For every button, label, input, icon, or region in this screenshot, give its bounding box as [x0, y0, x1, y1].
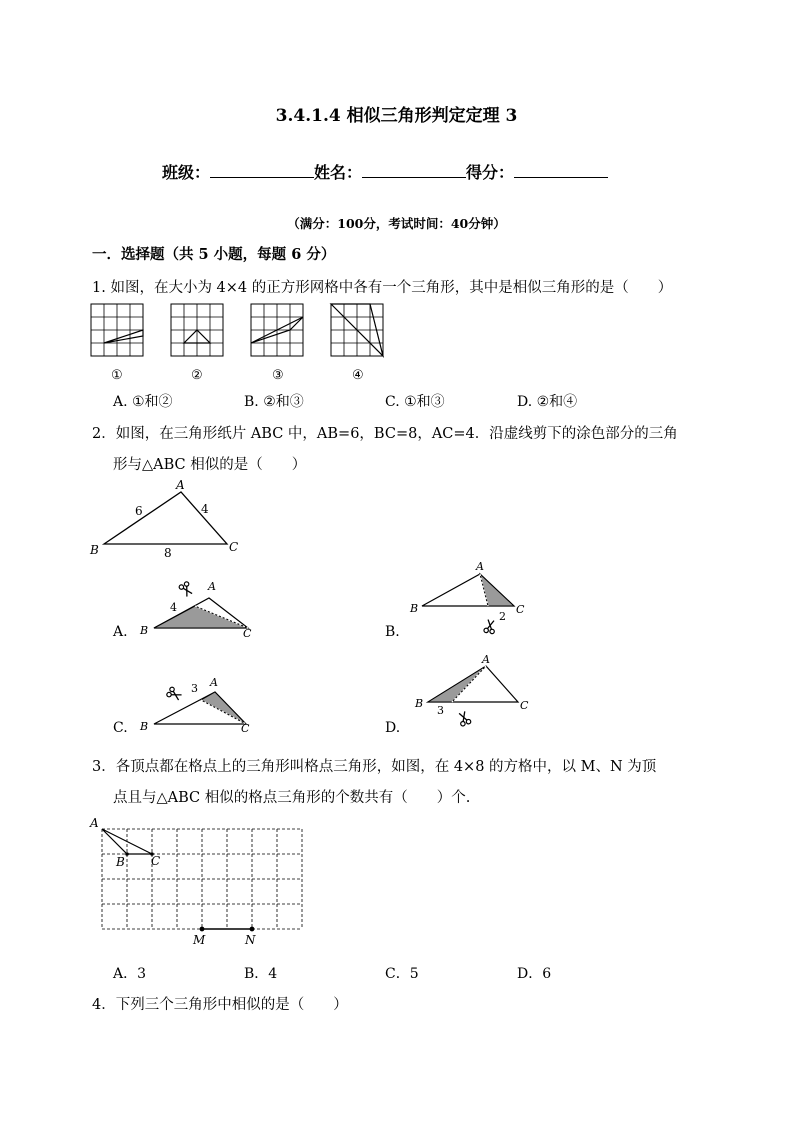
q1-grid-1: [90, 303, 146, 359]
scissors-icon: [457, 711, 471, 727]
svg-text:C: C: [243, 627, 252, 640]
q3-label-b: B: [116, 855, 125, 869]
q1-option-a[interactable]: A. ①和②: [113, 394, 173, 410]
q2-stem-line1: 2．如图，在三角形纸片 ABC 中，AB=6，BC=8，AC=4．沿虚线剪下的涂色部分的三角: [92, 426, 678, 442]
score-label: 得分：: [466, 163, 515, 182]
q2-main-triangle: [88, 478, 248, 560]
scissors-icon: [166, 686, 183, 702]
q2-main-label-c: C: [229, 540, 239, 554]
q3-option-c[interactable]: C．5: [385, 966, 419, 982]
q2-option-c-num: 3: [191, 682, 198, 695]
page-title: 3.4.1.4 相似三角形判定定理 3: [275, 106, 518, 126]
q2-main-side-ab: 6: [135, 504, 143, 518]
q2-option-b-figure: [408, 558, 534, 642]
svg-text:B: B: [410, 602, 419, 615]
svg-text:C: C: [520, 699, 529, 712]
q1-grid-3: [250, 303, 306, 359]
svg-text:C: C: [241, 722, 250, 735]
q1-grid-4: [330, 303, 386, 359]
q1-grid-2: [170, 303, 226, 359]
q3-label-c: C: [151, 854, 161, 868]
q4-stem: 4．下列三个三角形中相似的是（ ）: [92, 997, 348, 1013]
q3-label-n: N: [245, 933, 256, 947]
student-info-row: [162, 160, 608, 183]
q1-option-c[interactable]: C. ①和③: [385, 394, 445, 410]
q1-fig-label-1: ①: [111, 368, 123, 383]
q3-option-d[interactable]: D．6: [517, 966, 552, 982]
svg-text:A: A: [476, 560, 484, 573]
q2-stem-line2: 形与△ABC 相似的是（ ）: [113, 457, 307, 473]
q2-option-b[interactable]: B.: [385, 624, 400, 640]
class-blank[interactable]: [210, 163, 314, 178]
q2-option-a[interactable]: A.: [113, 624, 128, 640]
name-label: 姓名：: [314, 163, 363, 182]
q2-option-d-figure: [412, 652, 542, 734]
name-blank[interactable]: [362, 163, 466, 178]
class-label: 班级：: [162, 163, 211, 182]
q2-option-a-num: 4: [170, 601, 177, 614]
svg-text:C: C: [516, 603, 525, 616]
svg-text:B: B: [415, 697, 424, 710]
section-heading: 一．选择题（共 5 小题，每题 6 分）: [92, 246, 336, 263]
q3-stem-line2: 点且与△ABC 相似的格点三角形的个数共有（ ）个.: [113, 790, 471, 806]
q3-grid-figure: [88, 813, 308, 949]
q3-option-b[interactable]: B．4: [244, 966, 278, 982]
score-blank[interactable]: [514, 163, 608, 178]
q2-main-label-b: B: [90, 543, 99, 557]
q2-option-d-num: 3: [437, 704, 444, 717]
q3-stem-line1: 3．各顶点都在格点上的三角形叫格点三角形，如图，在 4×8 的方格中，以 M、N 为顶: [92, 759, 657, 775]
q2-main-label-a: A: [176, 478, 185, 492]
q2-option-d[interactable]: D.: [385, 720, 401, 736]
svg-text:B: B: [140, 624, 149, 637]
q2-option-c-figure: [138, 672, 258, 734]
q2-option-b-num: 2: [499, 610, 506, 623]
q3-label-m: M: [193, 933, 206, 947]
q1-option-d[interactable]: D. ②和④: [517, 394, 578, 410]
q1-stem: 1. 如图，在大小为 4×4 的正方形网格中各有一个三角形，其中是相似三角形的是（ ）: [92, 280, 673, 296]
scissors-icon: [178, 581, 194, 598]
q1-option-b[interactable]: B. ②和③: [244, 394, 304, 410]
q1-fig-label-2: ②: [191, 368, 203, 383]
q3-option-a[interactable]: A．3: [113, 966, 147, 982]
q2-option-c[interactable]: C.: [113, 720, 128, 736]
svg-text:B: B: [140, 720, 149, 733]
q1-fig-label-4: ④: [352, 368, 364, 383]
svg-text:A: A: [210, 676, 218, 689]
q2-main-side-ac: 4: [201, 502, 209, 516]
exam-meta: （满分：100分，考试时间：40分钟）: [287, 216, 506, 231]
svg-text:A: A: [482, 653, 490, 666]
q2-main-side-bc: 8: [164, 546, 172, 560]
q3-label-a: A: [90, 816, 99, 830]
scissors-icon: [484, 619, 497, 634]
q2-option-a-figure: [138, 578, 258, 640]
svg-text:A: A: [208, 580, 216, 593]
q1-fig-label-3: ③: [272, 368, 284, 383]
